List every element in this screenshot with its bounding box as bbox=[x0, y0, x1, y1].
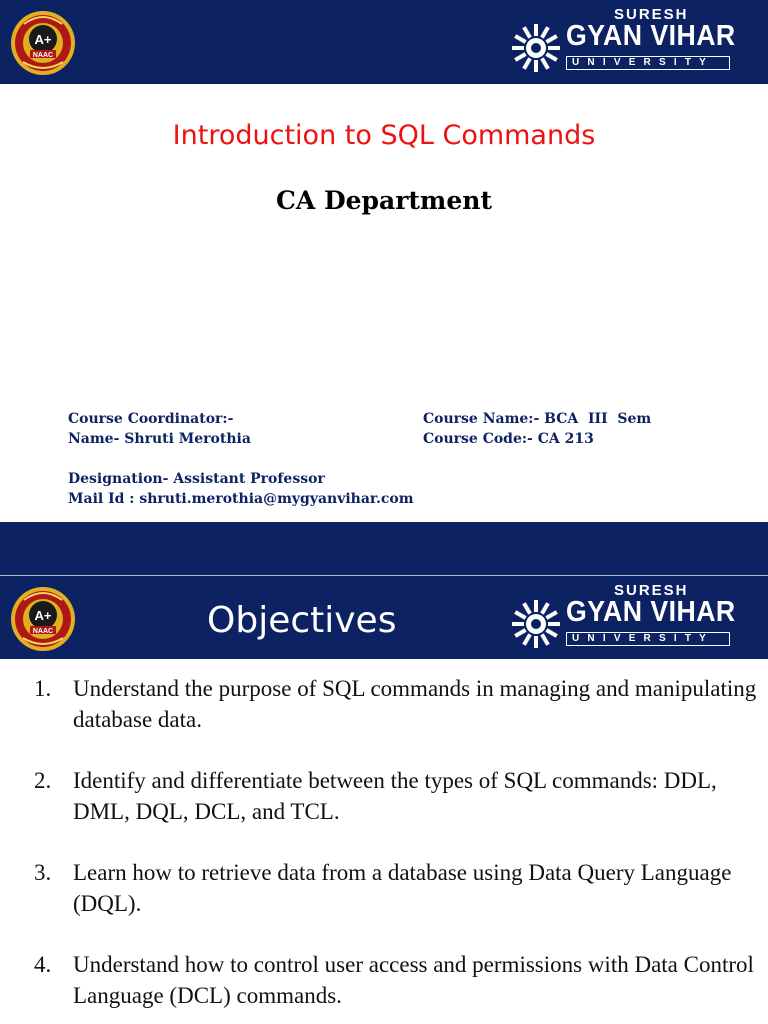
naac-badge-icon bbox=[10, 586, 76, 652]
svg-text:A+: A+ bbox=[34, 608, 52, 623]
objective-number: 2. bbox=[34, 768, 52, 793]
objective-number: 3. bbox=[34, 860, 52, 885]
objective-number: 1. bbox=[34, 676, 52, 701]
objectives-list bbox=[0, 673, 768, 1024]
course-name: Course Name:- BCA III Sem bbox=[423, 411, 652, 427]
university-emblem-icon bbox=[511, 23, 561, 73]
logo-top-text: SURESH bbox=[614, 6, 689, 23]
objectives-slide bbox=[0, 575, 768, 1024]
coordinator-info bbox=[68, 409, 414, 509]
coordinator-designation: Designation- Assistant Professor bbox=[68, 471, 325, 487]
university-logo bbox=[508, 6, 734, 76]
course-code: Course Code:- CA 213 bbox=[423, 431, 594, 447]
slide-title: Introduction to SQL Commands bbox=[172, 120, 596, 151]
course-info bbox=[423, 409, 651, 449]
university-emblem-icon bbox=[511, 599, 561, 649]
logo-main-text: GYAN VIHAR bbox=[566, 596, 736, 628]
coordinator-mail: Mail Id : shruti.merothia@mygyanvihar.com bbox=[68, 491, 414, 507]
objective-item bbox=[0, 765, 768, 827]
svg-text:NAAC: NAAC bbox=[32, 628, 54, 635]
university-logo bbox=[508, 582, 734, 652]
objective-number: 4. bbox=[34, 952, 52, 977]
objective-text: Understand how to control user access and permissions with Data Control Language (DCL) commands. bbox=[73, 952, 754, 1008]
objective-text: Learn how to retrieve data from a database using Data Query Language (DQL). bbox=[73, 860, 732, 916]
logo-main-text: GYAN VIHAR bbox=[566, 20, 736, 52]
objectives-title: Objectives bbox=[207, 600, 397, 641]
objective-item bbox=[0, 949, 768, 1011]
department-subtitle: CA Department bbox=[275, 186, 493, 215]
header-band bbox=[0, 0, 768, 84]
svg-text:A+: A+ bbox=[34, 32, 52, 47]
coordinator-heading: Course Coordinator:- bbox=[68, 411, 234, 427]
logo-top-text: SURESH bbox=[614, 582, 689, 599]
objective-item bbox=[0, 857, 768, 919]
logo-sub-text: UNIVERSITY bbox=[566, 632, 730, 646]
header-band bbox=[0, 575, 768, 659]
naac-badge-icon bbox=[10, 10, 76, 76]
footer-band bbox=[0, 522, 768, 575]
svg-text:NAAC: NAAC bbox=[32, 52, 54, 59]
objective-item bbox=[0, 673, 768, 735]
coordinator-name: Name- Shruti Merothia bbox=[68, 431, 251, 447]
logo-sub-text: UNIVERSITY bbox=[566, 56, 730, 70]
objective-text: Identify and differentiate between the types of SQL commands: DDL, DML, DQL, DCL, and TCL. bbox=[73, 768, 717, 824]
objective-text: Understand the purpose of SQL commands in managing and manipulating database data. bbox=[73, 676, 757, 732]
